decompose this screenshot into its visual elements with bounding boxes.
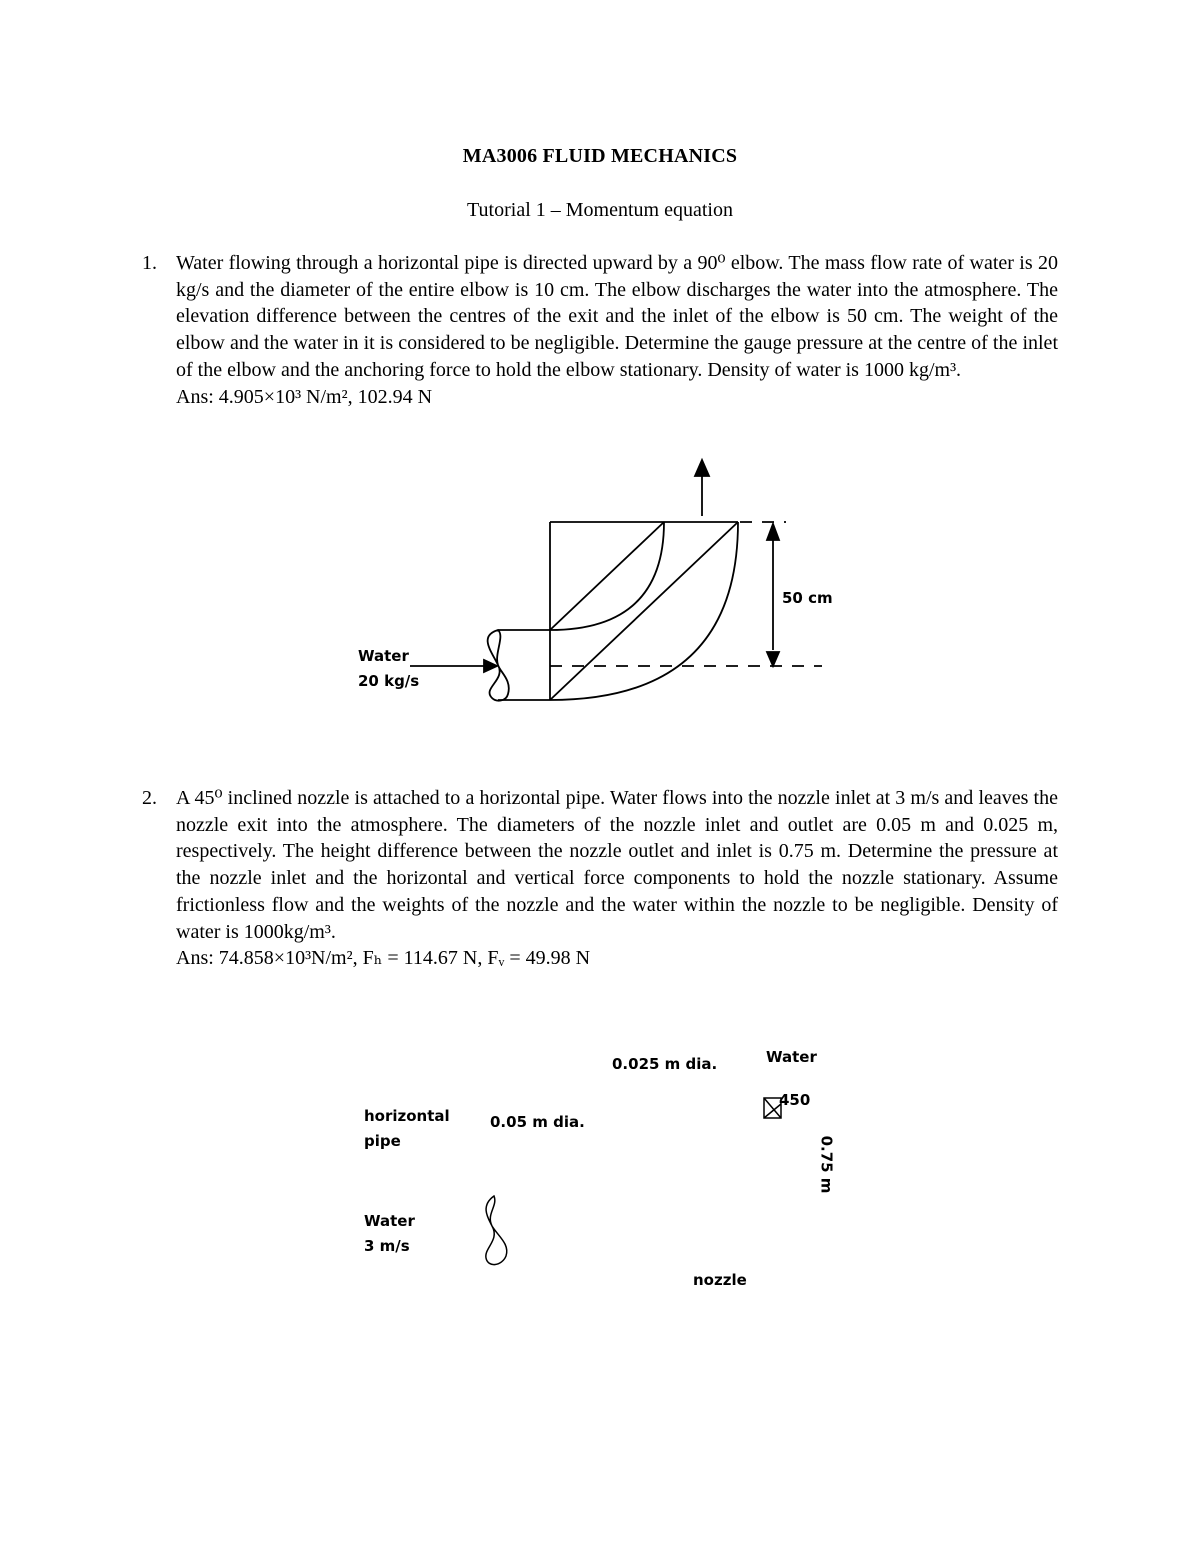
tutorial-title: Tutorial 1 – Momentum equation [467,199,733,221]
elbow-water-label: Water [358,647,409,665]
outlet-diameter-label: 0.025 m dia. [612,1055,718,1073]
course-title: MA3006 FLUID MECHANICS [462,145,738,167]
pipe-label-line1: horizontal [364,1107,450,1125]
nozzle-pipe-break [486,1196,507,1265]
question-2-answer: Ans: 74.858×10³N/m², Fₕ = 114.67 N, Fᵥ = 49.98 N [176,947,591,970]
question-2-text: A 45⁰ inclined nozzle is attached to a horizontal pipe. Water flows into the nozzle inlet at 3 m/s and leaves the nozzle exit into the atmosphere. The diameters of the nozzle inlet and outlet are 0.05 m and 0.025 m, respectively. The height difference between the nozzle outlet and inlet is 0.75 m. Determine the pressure at the nozzle inlet and the horizontal and vertical force components to hold the nozzle stationary. Assume frictionless flow and the weights of the nozzle and the water within the nozzle to be negligible. Density of water is 1000kg/m³. [176,787,1058,943]
nozzle-label: nozzle [693,1271,747,1289]
elbow-height-label: 50 cm [782,589,833,607]
pipe-label-line2: pipe [364,1132,401,1150]
nozzle-height-label: 0.75 m [817,1135,836,1194]
nozzle-water-in-label: Water [364,1212,415,1230]
question-2-number: 2. [142,787,157,809]
nozzle-velocity-label: 3 m/s [364,1237,410,1255]
question-1-answer: Ans: 4.905×10³ N/m², 102.94 N [176,385,433,408]
question-1-number: 1. [142,252,157,274]
inlet-diameter-label: 0.05 m dia. [490,1113,585,1131]
nozzle-water-out-label: Water [766,1048,817,1066]
nozzle-angle-label: 450 [779,1091,811,1109]
question-1-text: Water flowing through a horizontal pipe is directed upward by a 90⁰ elbow. The mass flow rate of water is 20 kg/s and the diameter of the entire elbow is 10 cm. The elbow discharges the water into the atmosphere. The elevation difference between the centres of the exit and the inlet of the elbow is 50 cm. The weight of the elbow and the water in it is considered to be negligible. Determine the gauge pressure at the centre of the inlet of the elbow and the anchoring force to hold the elbow stationary. Density of water is 1000 kg/m³. [176,252,1058,381]
elbow-flow-rate-label: 20 kg/s [358,672,420,690]
